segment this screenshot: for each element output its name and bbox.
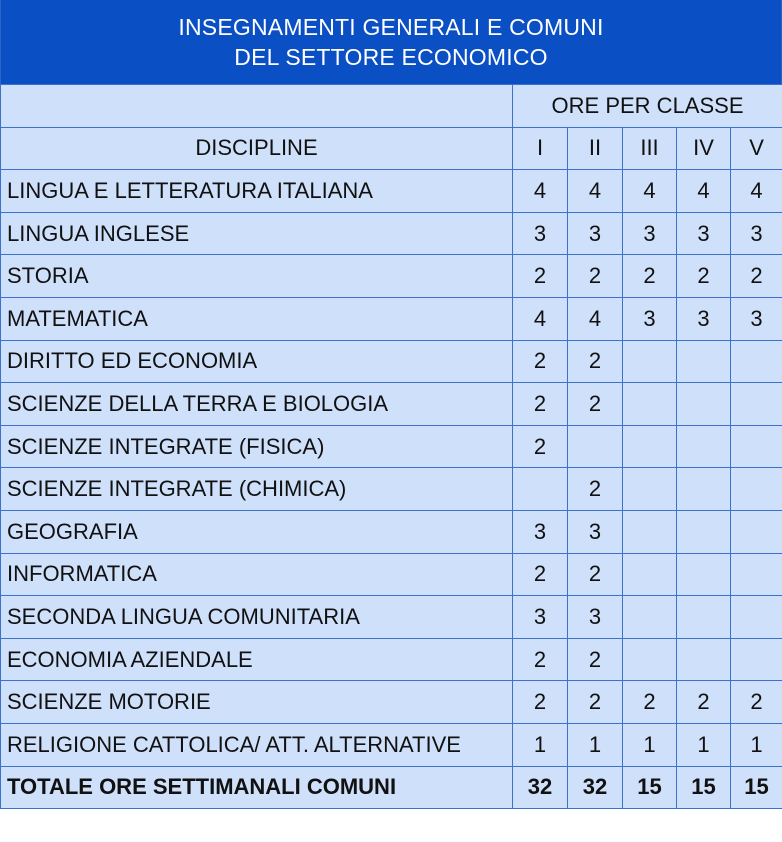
hours-cell: 2 xyxy=(568,340,623,383)
discipline-name: SCIENZE INTEGRATE (CHIMICA) xyxy=(1,468,513,511)
table-row xyxy=(1,383,782,426)
hours-cell: 15 xyxy=(677,766,731,809)
blank-header-cell xyxy=(1,85,513,128)
total-row xyxy=(1,766,782,809)
hours-cell: 4 xyxy=(623,170,677,213)
hours-cell: 2 xyxy=(568,553,623,596)
hours-cell xyxy=(677,638,731,681)
discipline-name: STORIA xyxy=(1,255,513,298)
hours-cell xyxy=(677,383,731,426)
table-row xyxy=(1,425,782,468)
hours-cell: 2 xyxy=(623,255,677,298)
discipline-name: LINGUA INGLESE xyxy=(1,212,513,255)
hours-cell: 2 xyxy=(513,638,568,681)
table-row xyxy=(1,340,782,383)
hours-cell: 2 xyxy=(731,681,782,724)
hours-cell xyxy=(677,596,731,639)
hours-cell: 4 xyxy=(731,170,782,213)
hours-cell: 3 xyxy=(731,212,782,255)
hours-cell: 3 xyxy=(568,510,623,553)
hours-cell: 4 xyxy=(568,297,623,340)
hours-cell: 3 xyxy=(513,596,568,639)
hours-cell xyxy=(623,468,677,511)
hours-cell: 3 xyxy=(677,212,731,255)
hours-cell xyxy=(677,425,731,468)
discipline-name: SCIENZE INTEGRATE (FISICA) xyxy=(1,425,513,468)
hours-cell xyxy=(623,425,677,468)
hours-cell: 32 xyxy=(568,766,623,809)
hours-cell: 1 xyxy=(623,723,677,766)
hours-cell xyxy=(731,638,782,681)
hours-cell xyxy=(677,553,731,596)
discipline-name: TOTALE ORE SETTIMANALI COMUNI xyxy=(1,766,513,809)
discipline-name: INFORMATICA xyxy=(1,553,513,596)
hours-cell: 3 xyxy=(677,297,731,340)
hours-cell: 2 xyxy=(568,638,623,681)
hours-cell xyxy=(731,340,782,383)
discipline-name: SCIENZE DELLA TERRA E BIOLOGIA xyxy=(1,383,513,426)
hours-table xyxy=(0,84,782,809)
table-row xyxy=(1,255,782,298)
hours-cell: 2 xyxy=(513,425,568,468)
column-header-row xyxy=(1,127,782,170)
hours-cell: 3 xyxy=(731,297,782,340)
hours-cell: 1 xyxy=(731,723,782,766)
hours-cell xyxy=(731,553,782,596)
hours-cell: 2 xyxy=(513,340,568,383)
hours-cell xyxy=(568,425,623,468)
hours-cell: 2 xyxy=(568,255,623,298)
hours-cell: 2 xyxy=(513,383,568,426)
hours-cell xyxy=(513,468,568,511)
hours-cell xyxy=(623,638,677,681)
class-header: I xyxy=(513,127,568,170)
hours-cell: 4 xyxy=(513,170,568,213)
discipline-name: ECONOMIA AZIENDALE xyxy=(1,638,513,681)
hours-cell: 3 xyxy=(623,212,677,255)
hours-cell xyxy=(623,383,677,426)
title-line-2: DEL SETTORE ECONOMICO xyxy=(234,44,548,70)
hours-cell: 15 xyxy=(623,766,677,809)
hours-cell xyxy=(731,425,782,468)
table-row xyxy=(1,596,782,639)
hours-cell: 3 xyxy=(568,596,623,639)
group-header-row xyxy=(1,85,782,128)
hours-cell xyxy=(623,553,677,596)
hours-cell xyxy=(677,510,731,553)
hours-cell: 2 xyxy=(568,681,623,724)
hours-cell: 1 xyxy=(568,723,623,766)
class-header: V xyxy=(731,127,782,170)
discipline-name: LINGUA E LETTERATURA ITALIANA xyxy=(1,170,513,213)
table-row xyxy=(1,723,782,766)
hours-cell xyxy=(623,510,677,553)
hours-cell: 2 xyxy=(677,255,731,298)
hours-cell xyxy=(731,596,782,639)
discipline-name: MATEMATICA xyxy=(1,297,513,340)
class-header: IV xyxy=(677,127,731,170)
title-line-1: INSEGNAMENTI GENERALI E COMUNI xyxy=(178,14,604,40)
hours-cell xyxy=(731,468,782,511)
discipline-name: RELIGIONE CATTOLICA/ ATT. ALTERNATIVE xyxy=(1,723,513,766)
class-header: II xyxy=(568,127,623,170)
hours-cell: 2 xyxy=(731,255,782,298)
table-row xyxy=(1,468,782,511)
discipline-name: GEOGRAFIA xyxy=(1,510,513,553)
hours-cell xyxy=(623,596,677,639)
discipline-header: DISCIPLINE xyxy=(1,127,513,170)
hours-cell xyxy=(731,510,782,553)
hours-cell xyxy=(623,340,677,383)
hours-cell: 3 xyxy=(623,297,677,340)
hours-cell: 3 xyxy=(513,510,568,553)
discipline-name: SCIENZE MOTORIE xyxy=(1,681,513,724)
group-header: ORE PER CLASSE xyxy=(513,85,782,128)
hours-cell: 1 xyxy=(677,723,731,766)
hours-cell: 2 xyxy=(513,553,568,596)
hours-cell: 3 xyxy=(568,212,623,255)
table-row xyxy=(1,297,782,340)
hours-cell: 2 xyxy=(677,681,731,724)
hours-cell: 2 xyxy=(513,255,568,298)
hours-cell: 15 xyxy=(731,766,782,809)
hours-cell: 1 xyxy=(513,723,568,766)
hours-cell xyxy=(677,468,731,511)
table-title xyxy=(0,0,782,84)
hours-cell: 2 xyxy=(623,681,677,724)
hours-cell: 4 xyxy=(568,170,623,213)
hours-cell: 2 xyxy=(568,383,623,426)
hours-cell xyxy=(731,383,782,426)
table-row xyxy=(1,553,782,596)
discipline-name: SECONDA LINGUA COMUNITARIA xyxy=(1,596,513,639)
table-row xyxy=(1,510,782,553)
class-header: III xyxy=(623,127,677,170)
table-row xyxy=(1,170,782,213)
hours-cell: 2 xyxy=(568,468,623,511)
hours-cell: 4 xyxy=(677,170,731,213)
table-row xyxy=(1,681,782,724)
hours-cell: 32 xyxy=(513,766,568,809)
hours-cell: 4 xyxy=(513,297,568,340)
discipline-name: DIRITTO ED ECONOMIA xyxy=(1,340,513,383)
table-row xyxy=(1,212,782,255)
hours-cell xyxy=(677,340,731,383)
hours-cell: 3 xyxy=(513,212,568,255)
table-row xyxy=(1,638,782,681)
hours-cell: 2 xyxy=(513,681,568,724)
